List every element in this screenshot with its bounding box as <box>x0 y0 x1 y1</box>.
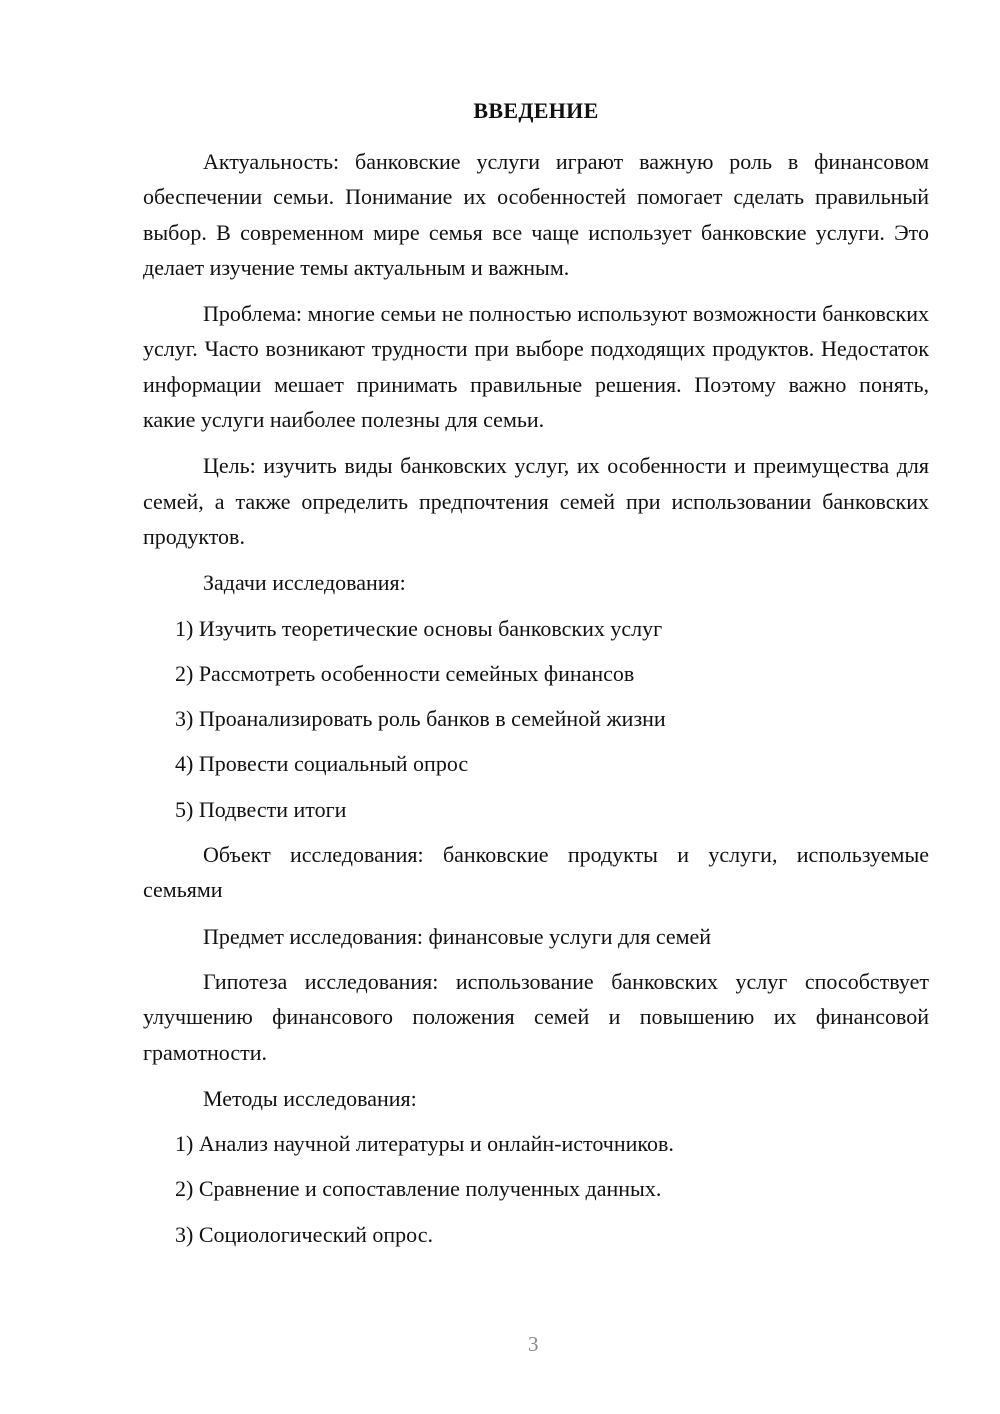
list-item: 2) Сравнение и сопоставление полученных данных. <box>175 1176 662 1202</box>
paragraph-goal: Цель: изучить виды банковских услуг, их особенности и преимущества для семей, а также определить предпочтения семей при использовании банковских продуктов. <box>143 453 929 549</box>
list-item: 1) Анализ научной литературы и онлайн-источников. <box>175 1131 674 1157</box>
paragraph-relevance: Актуальность: банковские услуги играют важную роль в финансовом обеспечении семьи. Понимание их особенностей помогает сделать правильный выбор. В современном мире семья все чаще использует банковские услуги. Это делает изучение темы актуальным и важным. <box>143 149 929 280</box>
methods-heading: Методы исследования: <box>203 1085 417 1111</box>
methods-list <box>143 1126 929 1252</box>
list-item: 3) Проанализировать роль банков в семейной жизни <box>175 706 666 732</box>
paragraph-subject: Предмет исследования: финансовые услуги для семей <box>203 923 712 949</box>
list-item: 3) Социологический опрос. <box>175 1221 433 1247</box>
list-item: 4) Провести социальный опрос <box>175 751 469 777</box>
paragraph-hypothesis: Гипотеза исследования: использование банковских услуг способствует улучшению финансового положения семей и повышению их финансовой грамотности. <box>143 968 929 1065</box>
page-number: 3 <box>528 1332 539 1356</box>
page-title: ВВЕДЕНИЕ <box>473 98 599 123</box>
list-item: 2) Рассмотреть особенности семейных финансов <box>175 660 635 686</box>
tasks-list <box>143 611 929 827</box>
tasks-heading: Задачи исследования: <box>203 570 406 596</box>
list-item: 5) Подвести итоги <box>175 796 347 822</box>
paragraph-problem: Проблема: многие семьи не полностью используют возможности банковских услуг. Часто возникают трудности при выборе подходящих продуктов. Недостаток информации мешает принимать правильные решения. Поэтому важно понять, какие услуги наиболее полезны для семьи. <box>143 301 929 433</box>
paragraph-object: Объект исследования: банковские продукты и услуги, используемые семьями <box>143 842 929 903</box>
page-content <box>143 96 929 1262</box>
list-item: 1) Изучить теоретические основы банковских услуг <box>175 615 663 641</box>
